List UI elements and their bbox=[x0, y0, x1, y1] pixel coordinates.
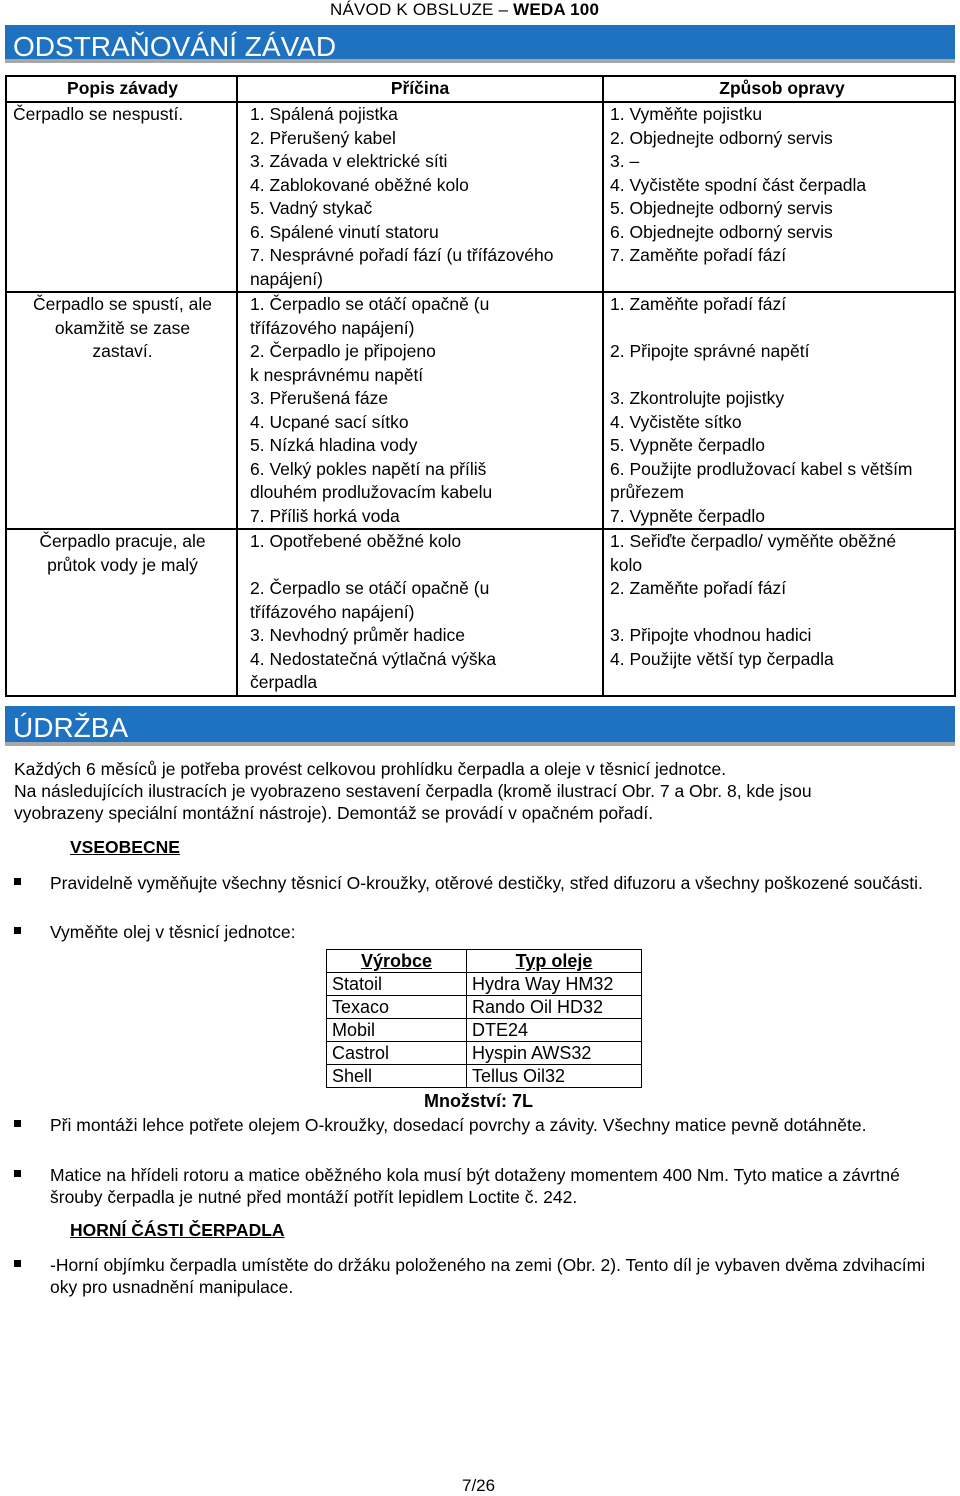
subheading-upper-parts: HORNÍ ČÁSTI ČERPADLA bbox=[70, 1220, 285, 1240]
cause-line: 6. Velký pokles napětí na příliš bbox=[250, 458, 487, 479]
remedy-line: 6. Objednejte odborný servis bbox=[610, 221, 833, 242]
remedy-line: 3. Připojte vhodnou hadici bbox=[610, 625, 812, 645]
list-item-text: -Horní objímku čerpadla umístěte do držáku položeného na zemi (Obr. 2). Tento díl je vybaven dvěma zdvihacími oky pro usnadnění manipulace. bbox=[50, 1255, 926, 1297]
fault-line: Čerpadlo se spustí, ale bbox=[33, 294, 212, 314]
cause-line: 1. Spálená pojistka bbox=[250, 104, 398, 124]
header-manufacturer: Výrobce bbox=[327, 950, 467, 973]
manufacturer-cell: Mobil bbox=[327, 1019, 467, 1042]
bullet-square-icon bbox=[14, 1260, 21, 1267]
fault-line: Čerpadlo pracuje, ale bbox=[39, 531, 206, 551]
oil-type-cell: Hydra Way HM32 bbox=[467, 973, 642, 996]
cause-line: 1. Čerpadlo se otáčí opačně (u bbox=[250, 294, 490, 314]
remedy-line: 2. Objednejte odborný servis bbox=[610, 127, 833, 148]
cause-line: třífázového napájení) bbox=[250, 317, 415, 338]
list-item-text: Matice na hřídeli rotoru a matice oběžného kola musí být dotaženy momentem 400 Nm. Tyto matice a závrtné šrouby čerpadla je nutné před montáží potřít lepidlem Loctite č. 242. bbox=[50, 1165, 900, 1207]
table-row bbox=[6, 102, 955, 292]
fault-remedies bbox=[603, 102, 955, 292]
fault-causes bbox=[237, 102, 603, 292]
table-row bbox=[6, 529, 955, 696]
remedy-line: 4. Vyčistěte spodní část čerpadla bbox=[610, 174, 867, 195]
remedy-line: 2. Zaměňte pořadí fází bbox=[610, 578, 787, 598]
oil-type-cell: DTE24 bbox=[467, 1019, 642, 1042]
table-row bbox=[327, 1065, 642, 1088]
fault-description bbox=[6, 292, 237, 529]
remedy-line: 4. Použijte větší typ čerpadla bbox=[610, 648, 834, 669]
manufacturer-cell: Shell bbox=[327, 1065, 467, 1088]
remedy-line: 3. Zkontrolujte pojistky bbox=[610, 388, 785, 408]
faults-table-header-row bbox=[6, 76, 955, 102]
manufacturer-cell: Texaco bbox=[327, 996, 467, 1019]
remedy-line bbox=[610, 601, 954, 625]
cause-line: 7. Příliš horká voda bbox=[250, 505, 400, 526]
header-model: WEDA 100 bbox=[513, 0, 600, 19]
page-number: 7/26 bbox=[462, 1476, 496, 1495]
maintenance-intro bbox=[14, 758, 944, 824]
fault-line: okamžitě se zase bbox=[54, 317, 191, 338]
cause-line: 2. Přerušený kabel bbox=[250, 127, 396, 148]
cause-line: 2. Čerpadlo je připojeno bbox=[250, 341, 436, 361]
cause-line: 1. Opotřebené oběžné kolo bbox=[250, 531, 462, 551]
cause-line: 2. Čerpadlo se otáčí opačně (u bbox=[250, 578, 490, 598]
cause-line: napájení) bbox=[250, 268, 323, 289]
cause-line: dlouhém prodlužovacím kabelu bbox=[250, 482, 493, 502]
bullet-square-icon bbox=[14, 878, 21, 885]
subheading-general: VSEOBECNE bbox=[70, 837, 180, 857]
table-row bbox=[327, 1042, 642, 1065]
fault-causes bbox=[237, 292, 603, 529]
list-item bbox=[14, 1114, 949, 1136]
list-item-text: Pravidelně vyměňujte všechny těsnicí O-kroužky, otěrové destičky, střed difuzoru a všechny poškozené součásti. bbox=[50, 873, 923, 893]
remedy-line: 1. Seřiďte čerpadlo/ vyměňte oběžné bbox=[610, 531, 897, 551]
cause-line: 3. Nevhodný průměr hadice bbox=[250, 625, 465, 645]
fault-line: průtok vody je malý bbox=[47, 554, 198, 575]
remedy-line: 3. – bbox=[610, 151, 640, 171]
manufacturer-cell: Statoil bbox=[327, 973, 467, 996]
remedy-line: 1. Vyměňte pojistku bbox=[610, 104, 763, 124]
remedy-line: 7. Zaměňte pořadí fází bbox=[610, 245, 787, 265]
header-prefix: NÁVOD K OBSLUZE – bbox=[330, 0, 509, 19]
cause-line: čerpadla bbox=[250, 672, 318, 692]
cause-line bbox=[250, 554, 602, 578]
intro-line: Každých 6 měsíců je potřeba provést celkovou prohlídku čerpadla a oleje v těsnicí jednotce. bbox=[14, 759, 727, 779]
faults-table bbox=[5, 75, 956, 697]
oil-type-cell: Hyspin AWS32 bbox=[467, 1042, 642, 1065]
bullet-square-icon bbox=[14, 1170, 21, 1177]
fault-description: Čerpadlo se nespustí. bbox=[6, 102, 237, 292]
section-title-maintenance: ÚDRŽBA bbox=[5, 706, 955, 746]
table-row bbox=[327, 973, 642, 996]
header-fault: Popis závady bbox=[6, 76, 237, 102]
remedy-line: 6. Použijte prodlužovací kabel s větším bbox=[610, 458, 913, 479]
header-oil-type: Typ oleje bbox=[467, 950, 642, 973]
cause-line: 4. Zablokované oběžné kolo bbox=[250, 174, 469, 195]
list-item bbox=[14, 872, 949, 894]
list-item-text: Při montáži lehce potřete olejem O-kroužky, dosedací povrchy a závity. Všechny matice pevně dotáhněte. bbox=[50, 1115, 867, 1135]
fault-line: zastaví. bbox=[92, 341, 153, 361]
list-item-text: Vyměňte olej v těsnicí jednotce: bbox=[50, 922, 296, 942]
remedy-line bbox=[610, 268, 954, 292]
remedy-line: průřezem bbox=[610, 482, 684, 502]
fault-remedies bbox=[603, 529, 955, 696]
document-header bbox=[330, 0, 599, 20]
intro-line: Na následujících ilustracích je vyobrazeno sestavení čerpadla (kromě ilustrací Obr. 7 a Obr. 8, kde jsou bbox=[14, 781, 812, 801]
table-row bbox=[327, 996, 642, 1019]
bullet-square-icon bbox=[14, 1120, 21, 1127]
remedy-line: 2. Připojte správné napětí bbox=[610, 341, 810, 361]
remedy-line bbox=[610, 317, 954, 341]
oil-type-cell: Tellus Oil32 bbox=[467, 1065, 642, 1088]
remedy-line: kolo bbox=[610, 554, 643, 575]
table-row bbox=[6, 292, 955, 529]
remedy-line: 4. Vyčistěte sítko bbox=[610, 411, 742, 432]
cause-line: třífázového napájení) bbox=[250, 601, 415, 622]
manufacturer-cell: Castrol bbox=[327, 1042, 467, 1065]
header-cause: Příčina bbox=[237, 76, 603, 102]
cause-line: k nesprávnému napětí bbox=[250, 364, 424, 385]
list-item bbox=[14, 921, 949, 943]
cause-line: 5. Nízká hladina vody bbox=[250, 435, 418, 455]
oil-table-header-row bbox=[327, 950, 642, 973]
oil-table bbox=[326, 949, 642, 1088]
list-item bbox=[14, 1254, 949, 1298]
remedy-line: 1. Zaměňte pořadí fází bbox=[610, 294, 787, 314]
remedy-line: 5. Vypněte čerpadlo bbox=[610, 435, 766, 455]
cause-line: 5. Vadný stykač bbox=[250, 198, 373, 218]
table-row bbox=[327, 1019, 642, 1042]
cause-line: 4. Ucpané sací sítko bbox=[250, 411, 409, 432]
oil-type-cell: Rando Oil HD32 bbox=[467, 996, 642, 1019]
fault-causes bbox=[237, 529, 603, 696]
cause-line: 3. Závada v elektrické síti bbox=[250, 151, 448, 171]
remedy-line bbox=[610, 364, 954, 388]
bullet-square-icon bbox=[14, 927, 21, 934]
fault-description bbox=[6, 529, 237, 696]
intro-line: vyobrazeny speciální montážní nástroje). Demontáž se provádí v opačném pořadí. bbox=[14, 803, 654, 823]
section-title-troubleshooting: ODSTRAŇOVÁNÍ ZÁVAD bbox=[5, 25, 955, 63]
cause-line: 3. Přerušená fáze bbox=[250, 388, 389, 408]
remedy-line bbox=[610, 671, 954, 695]
remedy-line: 7. Vypněte čerpadlo bbox=[610, 505, 766, 526]
cause-line: 6. Spálené vinutí statoru bbox=[250, 221, 439, 242]
header-remedy: Způsob opravy bbox=[603, 76, 955, 102]
cause-line: 4. Nedostatečná výtlačná výška bbox=[250, 648, 497, 669]
fault-remedies bbox=[603, 292, 955, 529]
list-item bbox=[14, 1164, 949, 1208]
cause-line: 7. Nesprávné pořadí fází (u třífázového bbox=[250, 245, 554, 265]
oil-quantity: Množství: 7L bbox=[424, 1091, 534, 1111]
remedy-line: 5. Objednejte odborný servis bbox=[610, 198, 833, 218]
